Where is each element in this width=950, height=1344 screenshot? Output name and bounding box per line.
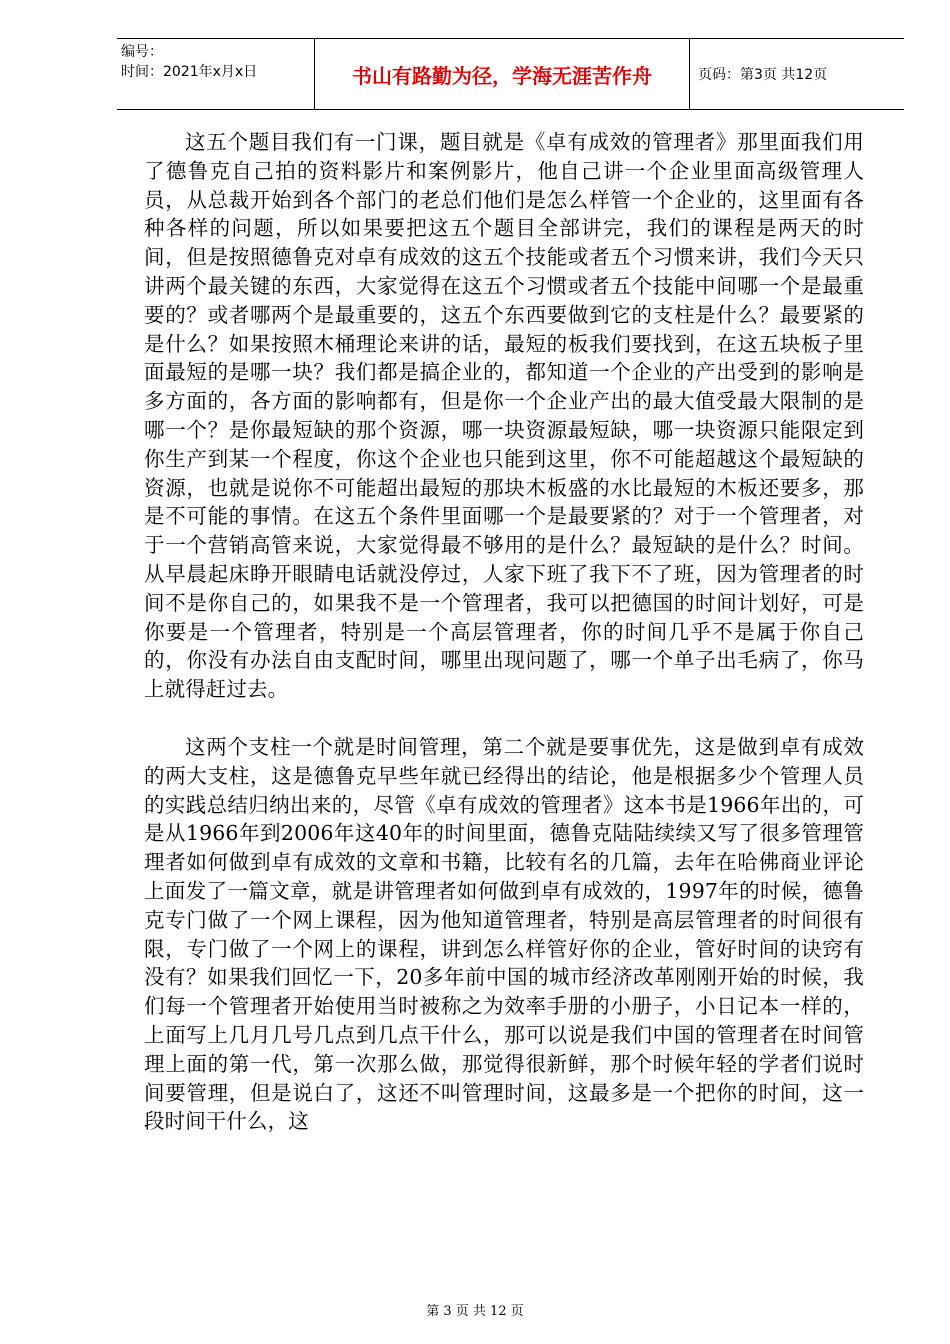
header-meta-cell bbox=[117, 39, 315, 109]
paragraph-1: 这五个题目我们有一门课，题目就是《卓有成效的管理者》那里面我们用了德鲁克自己拍的资料影片和案例影片，他自己讲一个企业里面高级管理人员，从总裁开始到各个部门的老总们他们是怎么样管一个企业的，这里面有各种各样的问题，所以如果要把这五个题目全部讲完，我们的课程是两天的时间，但是按照德鲁克对卓有成效的这五个技能或者五个习惯来讲，我们今天只讲两个最关键的东西，大家觉得在这五个习惯或者五个技能中间哪一个是最重要的？或者哪两个是最重要的，这五个东西要做到它的支柱是什么？最要紧的是什么？如果按照木桶理论来讲的话，最短的板我们要找到，在这五块板子里面最短的是哪一块？我们都是搞企业的，都知道一个企业的产出受到的影响是多方面的，各方面的影响都有，但是你一个企业产出的最大值受最大限制的是哪一个？是你最短缺的那个资源，哪一块资源最短缺，哪一块资源只能限定到你生产到某一个程度，你这个企业也只能到这里，你不可能超越这个最短缺的资源，也就是说你不可能超出最短的那块木板盛的水比最短的木板还要多，那是不可能的事情。在这五个条件里面哪一个是最要紧的？对于一个管理者，对于一个营销高管来说，大家觉得最不够用的是什么？最短缺的是什么？时间。从早晨起床睁开眼睛电话就没停过，人家下班了我下不了班，因为管理者的时间不是你自己的，如果我不是一个管理者，我可以把德国的时间计划好，可是你要是一个管理者，特别是一个高层管理者，你的时间几乎不是属于你自己的，你没有办法自由支配时间，哪里出现问题了，哪一个单子出毛病了，你马上就得赶过去。 bbox=[144, 130, 864, 702]
header-page-number: 页码：第3页 共12页 bbox=[698, 67, 828, 83]
date-label: 时间：2021年x月x日 bbox=[121, 64, 258, 80]
serial-label: 编号： bbox=[121, 44, 163, 60]
document-body bbox=[144, 128, 864, 1136]
paragraph-2: 这两个支柱一个就是时间管理，第二个就是要事优先，这是做到卓有成效的两大支柱，这是德鲁克早些年就已经得出的结论，他是根据多少个管理人员的实践总结归纳出来的，尽管《卓有成效的管理者》这本书是1966年出的，可是从1966年到2006年这40年的时间里面，德鲁克陆陆续续又写了很多管理管理者如何做到卓有成效的文章和书籍，比较有名的几篇，去年在哈佛商业评论上面发了一篇文章，就是讲管理者如何做到卓有成效的，1997年的时候，德鲁克专门做了一个网上课程，因为他知道管理者，特别是高层管理者的时间很有限，专门做了一个网上的课程，讲到怎么样管好你的企业，管好时间的诀窍有没有？如果我们回忆一下，20多年前中国的城市经济改革刚刚开始的时候，我们每一个管理者开始使用当时被称之为效率手册的小册子，小日记本一样的，上面写上几月几号几点到几点干什么，那可以说是我们中国的管理者在时间管理上面的第一代，第一次那么做，那觉得很新鲜，那个时候年轻的学者们说时间要管理，但是说白了，这还不叫管理时间，这最多是一个把你的时间，这一段时间干什么，这 bbox=[144, 734, 864, 1134]
page-footer: 第 3 页 共 12 页 bbox=[426, 1304, 524, 1319]
header-motto: 书山有路勤为径，学海无涯苦作舟 bbox=[315, 39, 690, 109]
page-header bbox=[117, 38, 904, 110]
